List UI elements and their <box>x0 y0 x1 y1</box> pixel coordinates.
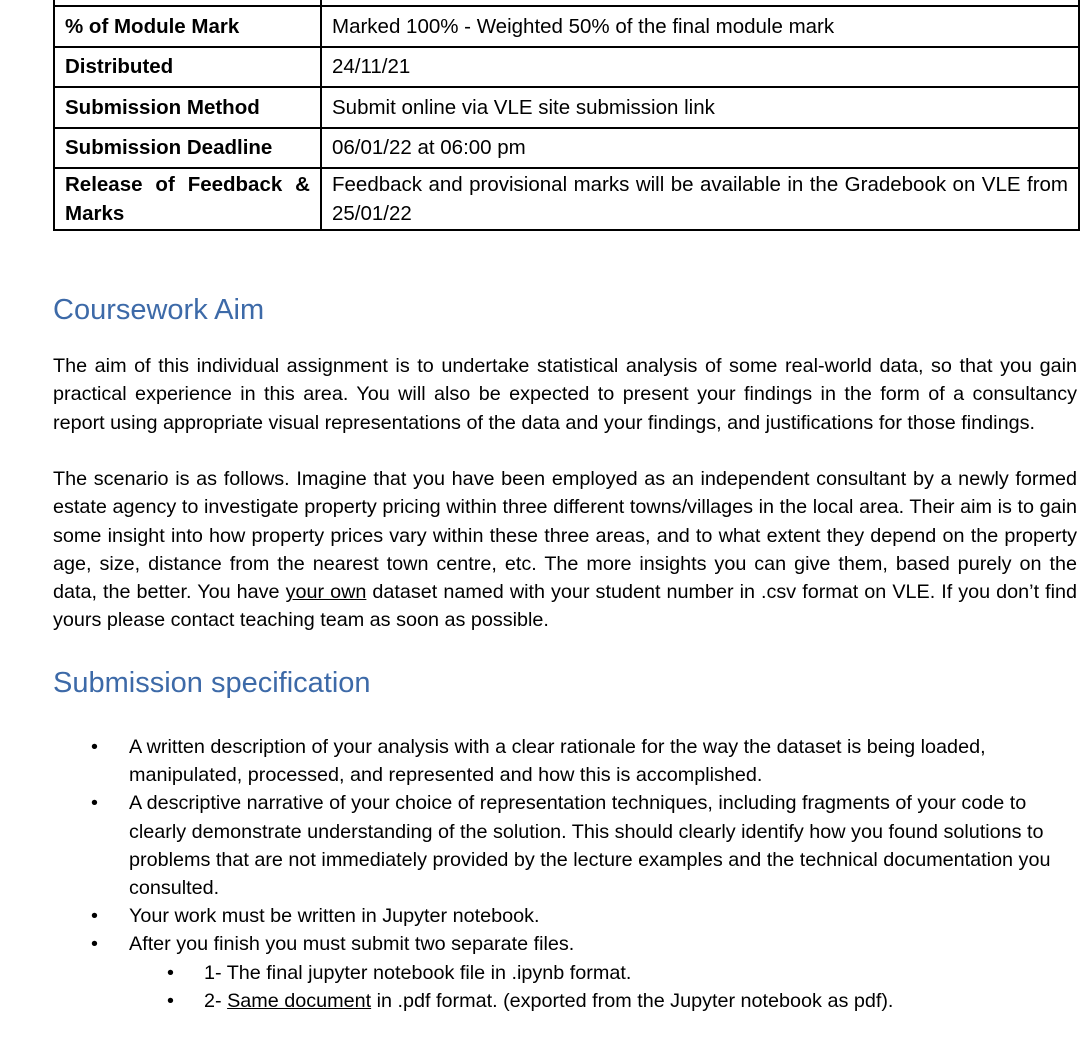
sub-item-text: 2- <box>204 989 228 1012</box>
list-item <box>53 959 1077 987</box>
bullet-icon: • <box>167 989 174 1012</box>
row-value: 06/01/22 at 06:00 pm <box>321 128 1079 169</box>
bullet-icon: • <box>91 736 98 758</box>
underlined-phrase: your own <box>285 581 367 604</box>
row-value: Feedback and provisional marks will be available in the Gradebook on VLE from 25/01/22 <box>321 168 1079 230</box>
table-row <box>54 128 1079 169</box>
module-info-table <box>53 0 1080 231</box>
list-item <box>53 789 1077 902</box>
bullet-icon: • <box>91 905 98 928</box>
list-item-text: Your work must be written in Jupyter notebook. <box>129 905 540 928</box>
list-item-text: A descriptive narrative of your choice of representation techniques, including fragments of your code to clearly demonstrate understanding of the solution. This should clearly identify how you found solutions to problems that are not immediately provided by the lecture examples and the technical documentation you consulted. <box>129 792 1051 900</box>
list-item-text: A written description of your analysis with a clear rationale for the way the dataset is being loaded, manipulated, processed, and represented and how this is accomplished. <box>129 736 986 787</box>
bullet-icon: • <box>167 961 174 984</box>
sub-item-text: in .pdf format. (exported from the Jupyter notebook as pdf). <box>371 989 894 1012</box>
row-label: Distributed <box>54 47 321 88</box>
list-item <box>53 987 1077 1015</box>
sub-item-text: 1- The final jupyter notebook file in .ipynb format. <box>204 961 632 984</box>
aim-paragraph-2-text: The scenario is as follows. Imagine that you have been employed as an independent consultant by a newly formed estate agency to investigate property pricing within three different towns/villages in the local area. Their aim is to gain some insight into how property prices vary within these three areas, and to what extent they depend on the property age, size, distance from the nearest town centre, etc. The more insights you can give them, based purely on the data, the better. You have <box>53 468 1077 604</box>
bullet-icon: • <box>91 792 98 815</box>
table-row <box>54 168 1079 230</box>
specification-list <box>53 733 1077 1015</box>
bullet-icon: • <box>91 933 98 956</box>
table-row <box>54 47 1079 88</box>
list-item-text: After you finish you must submit two separate files. <box>129 933 575 956</box>
row-label: Submission Deadline <box>54 128 321 169</box>
list-item <box>53 902 1077 930</box>
underlined-phrase: Same document <box>227 989 372 1012</box>
row-value: Marked 100% - Weighted 50% of the final module mark <box>321 6 1079 47</box>
aim-paragraph-2 <box>53 465 1077 635</box>
row-label: % of Module Mark <box>54 6 321 47</box>
row-value: 24/11/21 <box>321 47 1079 88</box>
submission-specification-heading: Submission specification <box>53 667 371 699</box>
list-item <box>53 930 1077 958</box>
row-label: Submission Method <box>54 87 321 128</box>
row-label: Release of Feedback & Marks <box>54 168 321 230</box>
table-row <box>54 87 1079 128</box>
coursework-aim-heading: Coursework Aim <box>53 294 265 326</box>
aim-paragraph-2-text: dataset named with your student number in .csv format on VLE. If you don’t find yours please contact teaching team as soon as possible. <box>53 581 1077 632</box>
aim-paragraph-1: The aim of this individual assignment is to undertake statistical analysis of some real-world data, so that you gain practical experience in this area. You will also be expected to present your findings in the form of a consultancy report using appropriate visual representations of the data and your findings, and justifications for those findings. <box>53 355 1077 434</box>
list-item <box>53 733 1077 789</box>
row-value: Submit online via VLE site submission link <box>321 87 1079 128</box>
table-row <box>54 6 1079 47</box>
